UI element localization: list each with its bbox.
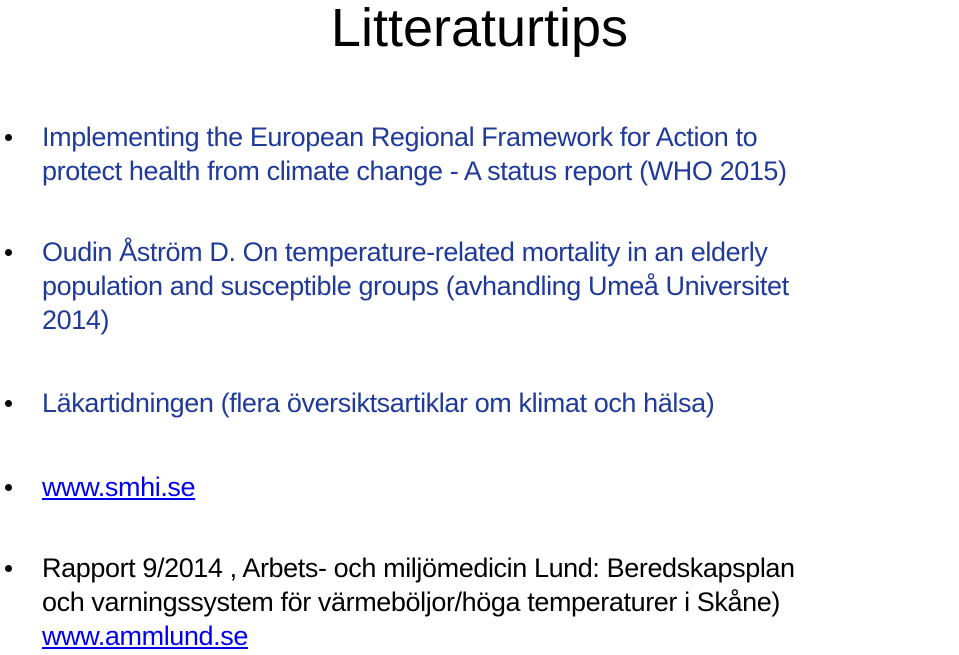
bullet-icon — [5, 134, 12, 141]
bullet-text — [42, 551, 959, 653]
bullet-line: Implementing the European Regional Framework for Action to — [42, 122, 758, 152]
bullet-line: Oudin Åström D. On temperature-related mortality in an elderly — [42, 237, 768, 267]
bullet-line: 2014) — [42, 305, 110, 335]
smhi-link[interactable]: www.smhi.se — [42, 472, 196, 502]
bullet-text — [42, 386, 959, 420]
bullet-line: protect health from climate change - A status report (WHO 2015) — [42, 156, 787, 186]
bullet-icon — [5, 400, 12, 407]
bullet-line: population and susceptible groups (avhandling Umeå Universitet — [42, 271, 789, 301]
bullet-text — [42, 235, 959, 337]
bullet-line: Läkartidningen (flera översiktsartiklar om klimat och hälsa) — [42, 388, 715, 418]
page-title: Litteraturtips — [330, 0, 629, 58]
bullet-text — [42, 470, 959, 504]
bullet-icon — [5, 249, 12, 256]
bullet-icon — [5, 484, 12, 491]
ammlund-link[interactable]: www.ammlund.se — [42, 621, 248, 651]
bullet-icon — [5, 565, 12, 572]
bullet-text — [42, 120, 959, 188]
bullet-line: Rapport 9/2014 , Arbets- och miljömedicin Lund: Beredskapsplan — [42, 553, 795, 583]
bullet-line: och varningssystem för värmeböljor/höga temperaturer i Skåne) — [42, 587, 780, 617]
